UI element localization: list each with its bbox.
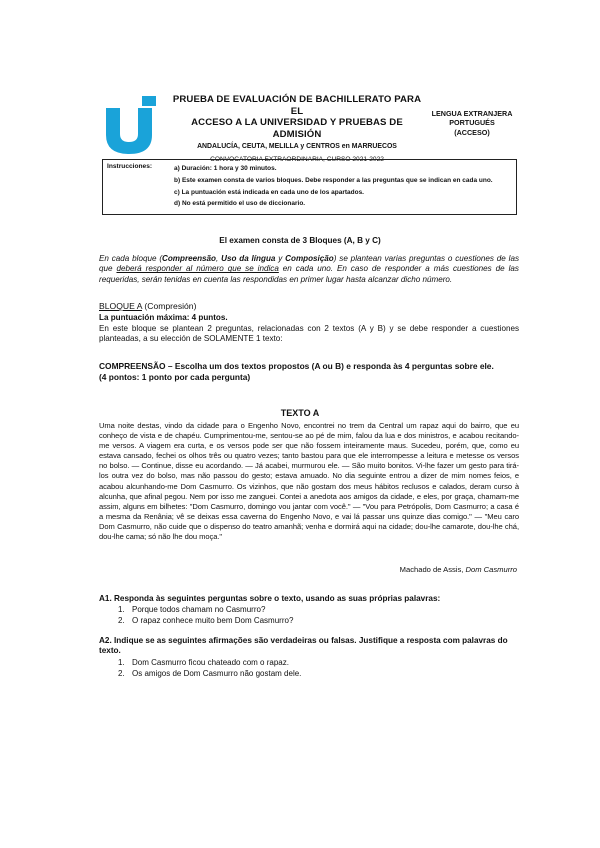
list-item bbox=[118, 616, 293, 627]
instructions-label: Instrucciones: bbox=[107, 163, 153, 170]
list-item bbox=[118, 605, 293, 616]
exam-structure-heading: El examen consta de 3 Bloques (A, B y C) bbox=[219, 236, 381, 245]
intro-underlined: deberá responder al número que se indica bbox=[116, 264, 279, 274]
intro-text: en cada uno. En caso de responder a más cuestiones de las requeridas, serán tenidas en cuenta las respondidas en primer lugar hasta alcanzar dicho número. bbox=[99, 264, 519, 284]
task-line-2: (4 pontos: 1 ponto por cada pergunta) bbox=[99, 372, 251, 382]
texto-a-work: Dom Casmurro bbox=[465, 565, 517, 574]
exam-title-line-1: PRUEBA DE EVALUACIÓN DE BACHILLERATO PARA EL bbox=[172, 94, 422, 117]
intro-bold: Composição bbox=[285, 254, 334, 263]
subject-line-1: LENGUA EXTRANJERA bbox=[431, 109, 513, 118]
item-number: 1. bbox=[118, 605, 125, 614]
exam-title-block bbox=[166, 94, 428, 165]
item-text: Os amigos de Dom Casmurro não gostam dele. bbox=[132, 668, 302, 678]
item-text: Porque todos chamam no Casmurro? bbox=[132, 605, 266, 614]
bloque-a-title-main: BLOQUE A bbox=[99, 301, 142, 311]
intro-text: En cada bloque ( bbox=[99, 254, 163, 263]
exam-regions: ANDALUCÍA, CEUTA, MELILLA y CENTROS en MARRUECOS bbox=[197, 143, 397, 150]
subject-label bbox=[422, 109, 522, 137]
task-line-1: COMPREENSÃO – Escolha um dos textos propostos (A ou B) e responda às 4 perguntas sobre ele. bbox=[99, 361, 494, 371]
intro-paragraph bbox=[99, 254, 519, 285]
item-number: 2. bbox=[118, 668, 125, 678]
bloque-a-description: En este bloque se plantean 2 preguntas, relacionadas con 2 textos (A y B) y se debe responder a cuestiones planteadas, a su elección de SOLAMENTE 1 texto: bbox=[99, 324, 519, 344]
instructions-box bbox=[102, 159, 517, 215]
intro-text: y bbox=[275, 254, 286, 263]
intro-bold: Uso da língua bbox=[221, 254, 276, 263]
bloque-a-title-rest: (Compresión) bbox=[142, 301, 197, 311]
texto-a-body: Uma noite destas, vindo da cidade para o Engenho Novo, encontrei no trem da Central um rapaz aqui do bairro, que eu conheço de vista e de chapéu. Cumprimentou-me, sentou-se ao pé de mim, falou da lua e dos ministros, e acabou recitando-me versos. A viagem era curta, e os versos pode ser que não fossem inteiramente maus. Sucedeu, porém, que, como eu estava cansado, fechei os olhos três ou quatro vezes; tanto bastou para que ele interrompesse a leitura e metesse os versos no bolso. — Continue, disse eu acordando. — Já acabei, murmurou ele. — São muito bonitos. Vi-lhe fazer um gesto para tirá-los outra vez do bolso, mas não passou do gesto; estava amuado. No dia seguinte entrou a dizer de mim nomes feios, e acabou alcunhando-me Dom Casmurro. Os vizinhos, que não gostam dos meus hábitos reclusos e calados, deram curso à alcunha, que afinal pegou. Nem por isso me zanguei. Contei a anedota aos amigos da cidade, e eles, por graça, chamam-me assim, alguns em bilhetes: "Dom Casmurro, domingo vou jantar com você." — "Vou para Petrópolis, Dom Casmurro; a casa é a mesma da Renânia; vê se deixas essa caverna do Engenho Novo, e vai lá passar uns quinze dias comigo." — "Meu caro Dom Casmurro, não cuide que o dispenso do teatro amanhã; venha e dormirá aqui na cidade; dou-lhe camarote, dou-lhe chá, dou-lhe cama; só não lhe dou moça." bbox=[99, 421, 519, 542]
list-item bbox=[118, 658, 301, 669]
a2-list bbox=[118, 658, 301, 679]
texto-a-title: TEXTO A bbox=[280, 408, 320, 418]
bloque-a-score: La puntuación máxima: 4 puntos. bbox=[99, 313, 228, 322]
a2-heading: A2. Indique se as seguintes afirmações são verdadeiras ou falsas. Justifique a resposta com palavras do texto. bbox=[99, 636, 508, 656]
item-text: O rapaz conhece muito bem Dom Casmurro? bbox=[132, 615, 294, 625]
item-number: 1. bbox=[118, 658, 125, 667]
university-logo-icon bbox=[102, 96, 160, 154]
instruction-item: c) La puntuación está indicada en cada uno de los apartados. bbox=[174, 188, 364, 196]
a1-heading: A1. Responda às seguintes perguntas sobre o texto, usando as suas próprias palavras: bbox=[99, 594, 441, 603]
texto-a-source bbox=[400, 565, 517, 574]
intro-text: , bbox=[216, 254, 222, 263]
instruction-item: d) No está permitido el uso de diccionario. bbox=[174, 200, 306, 208]
bloque-a-title bbox=[99, 301, 196, 311]
exam-title-line-2: ACCESO A LA UNIVERSIDAD Y PRUEBAS DE ADMISIÓN bbox=[191, 117, 403, 140]
texto-a-author: Machado de Assis, bbox=[399, 565, 466, 574]
instruction-item: a) Duración: 1 hora y 30 minutos. bbox=[174, 165, 277, 172]
list-item bbox=[118, 669, 301, 680]
instructions-list bbox=[174, 163, 493, 210]
a1-list bbox=[118, 605, 293, 626]
exam-convocatoria: CONVOCATORIA EXTRAORDINARIA, CURSO 2021-2022 bbox=[210, 156, 384, 163]
item-number: 2. bbox=[118, 615, 125, 625]
exam-header bbox=[102, 94, 520, 163]
subject-line-3: (ACCESO) bbox=[454, 127, 490, 137]
subject-line-2: PORTUGUÉS bbox=[449, 118, 495, 128]
instruction-item: b) Este examen consta de varios bloques. Debe responder a las preguntas que se indican en cada uno. bbox=[174, 176, 493, 184]
intro-text: ) se plantean varias preguntas o cuestiones de las que bbox=[99, 254, 519, 274]
intro-bold: Compreensão bbox=[162, 254, 216, 263]
item-text: Dom Casmurro ficou chateado com o rapaz. bbox=[132, 658, 289, 667]
